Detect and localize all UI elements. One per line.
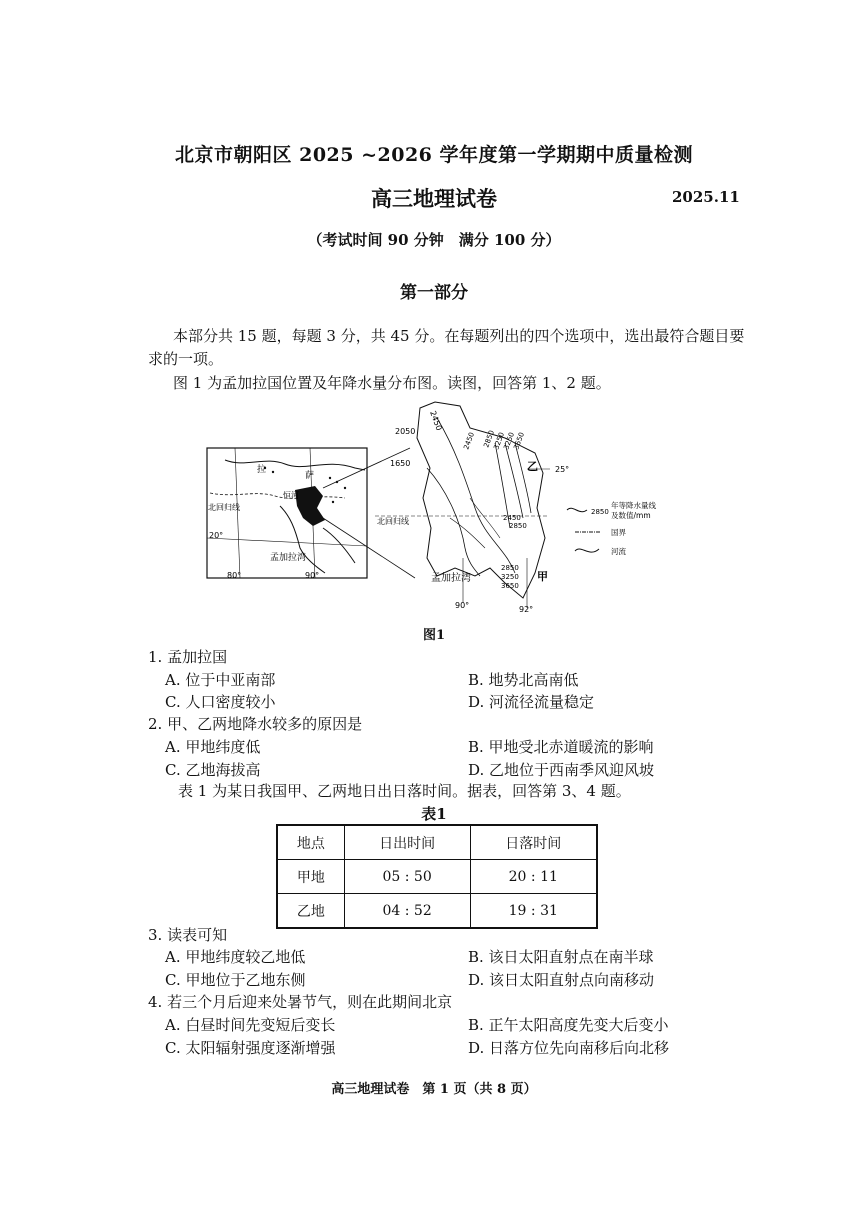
part-heading: 第一部分	[400, 283, 468, 303]
table-header-row	[277, 825, 597, 860]
map-label-sa: 萨	[305, 471, 315, 481]
q4-option-a: A. 白昼时间先变短后变长	[165, 1016, 336, 1034]
q3-option-b: B. 该日太阳直射点在南半球	[468, 948, 654, 966]
label-bay-right: 孟加拉湾	[431, 573, 471, 584]
q3-option-a: A. 甲地纬度较乙地低	[165, 948, 306, 966]
q3-option-d: D. 该日太阳直射点向南移动	[468, 971, 655, 989]
q1-stem: 1. 孟加拉国	[148, 648, 228, 666]
q4-stem: 4. 若三个月后迎来处暑节气，则在此期间北京	[148, 993, 453, 1011]
part-intro-line1: 本部分共 15 题，每题 3 分，共 45 分。在每题列出的四个选项中，选出最符合题目要	[173, 327, 745, 345]
label-tropic-right: 北回归线	[377, 517, 409, 526]
contour-3250-c: 3250	[501, 573, 519, 581]
contour-1650: 1650	[390, 459, 411, 468]
contour-2050: 2050	[395, 427, 416, 436]
q2-option-d: D. 乙地位于西南季风迎风坡	[468, 761, 655, 779]
contour-2850-a: 2850	[482, 429, 496, 449]
contour-2450-low: 2450	[503, 514, 521, 522]
contour-2850-b: 2850	[509, 522, 527, 530]
legend-river: 河流	[611, 547, 626, 556]
label-yi: 乙	[527, 460, 538, 473]
exam-subject: 高三地理试卷	[371, 186, 497, 211]
table1-caption: 表1	[421, 805, 447, 823]
label-92deg: 92°	[519, 605, 534, 614]
table-row	[277, 894, 597, 929]
label-25deg: 25°	[555, 465, 570, 474]
map-label-la: 拉	[257, 465, 267, 475]
exam-title: 北京市朝阳区 2025 ~2026 学年度第一学期期中质量检测	[174, 144, 694, 166]
q2-option-c: C. 乙地海拔高	[165, 761, 261, 779]
map-label-bay-left: 孟加拉湾	[270, 553, 307, 563]
q3-stem: 3. 读表可知	[148, 926, 228, 944]
table1	[276, 824, 598, 929]
contour-2450-mid: 2450	[462, 431, 476, 451]
figure1-caption: 图1	[422, 628, 446, 643]
part-intro-line2: 求的一项。	[148, 350, 224, 368]
table-header-cell: 日落时间	[470, 825, 597, 860]
legend-isohyet-unit: 及数值/mm	[611, 511, 651, 520]
exam-info: （考试时间 90 分钟 满分 100 分）	[307, 231, 561, 249]
table-cell: 20 : 11	[470, 860, 597, 894]
table-header-cell: 日出时间	[344, 825, 470, 860]
q1-option-a: A. 位于中亚南部	[165, 671, 276, 689]
exam-date: 2025.11	[672, 188, 740, 206]
q1-option-b: B. 地势北高南低	[468, 671, 579, 689]
map-label-tropic-left: 北回归线	[208, 503, 240, 512]
q1-option-d: D. 河流径流量稳定	[468, 693, 595, 711]
contour-3250-b: 3250	[502, 431, 516, 451]
table-cell: 05 : 50	[344, 860, 470, 894]
map-label-ganges: 恒河	[283, 491, 299, 500]
q4-option-b: B. 正午太阳高度先变大后变小	[468, 1016, 669, 1034]
q2-stem: 2. 甲、乙两地降水较多的原因是	[148, 715, 363, 733]
legend-isohyet-value: 2850	[591, 508, 609, 516]
page-footer: 高三地理试卷 第 1 页（共 8 页）	[331, 1082, 537, 1097]
map-label-20: 20°	[209, 531, 224, 540]
figure-intro: 图 1 为孟加拉国位置及年降水量分布图。读图，回答第 1、2 题。	[173, 374, 611, 392]
table-header-cell: 地点	[277, 825, 344, 860]
table1-intro: 表 1 为某日我国甲、乙两地日出日落时间。据表，回答第 3、4 题。	[178, 782, 631, 800]
inset-connector-bottom	[323, 518, 415, 578]
contour-3650-b: 3650	[501, 582, 519, 590]
label-90deg: 90°	[455, 601, 470, 610]
contour-2850-c: 2850	[501, 564, 519, 572]
label-jia: 甲	[537, 570, 548, 583]
q4-option-c: C. 太阳辐射强度逐渐增强	[165, 1039, 336, 1057]
q1-option-c: C. 人口密度较小	[165, 693, 276, 711]
table-cell: 甲地	[277, 860, 344, 894]
figure1-maps	[205, 398, 725, 620]
map-label-80: 80°	[227, 571, 242, 580]
legend-border: 国界	[611, 528, 626, 537]
table-cell: 19 : 31	[470, 894, 597, 929]
contour-3250-a: 3250	[492, 431, 506, 451]
q2-option-b: B. 甲地受北赤道暖流的影响	[468, 738, 654, 756]
contour-2450-top: 2450	[428, 409, 444, 432]
q2-option-a: A. 甲地纬度低	[165, 738, 261, 756]
q4-option-d: D. 日落方位先向南移后向北移	[468, 1039, 670, 1057]
table-row	[277, 860, 597, 894]
legend-isohyet: 年等降水量线	[611, 501, 656, 510]
q3-option-c: C. 甲地位于乙地东侧	[165, 971, 306, 989]
table-cell: 04 : 52	[344, 894, 470, 929]
table-cell: 乙地	[277, 894, 344, 929]
contour-3650-a: 3650	[512, 431, 526, 451]
map-label-90: 90°	[305, 571, 320, 580]
